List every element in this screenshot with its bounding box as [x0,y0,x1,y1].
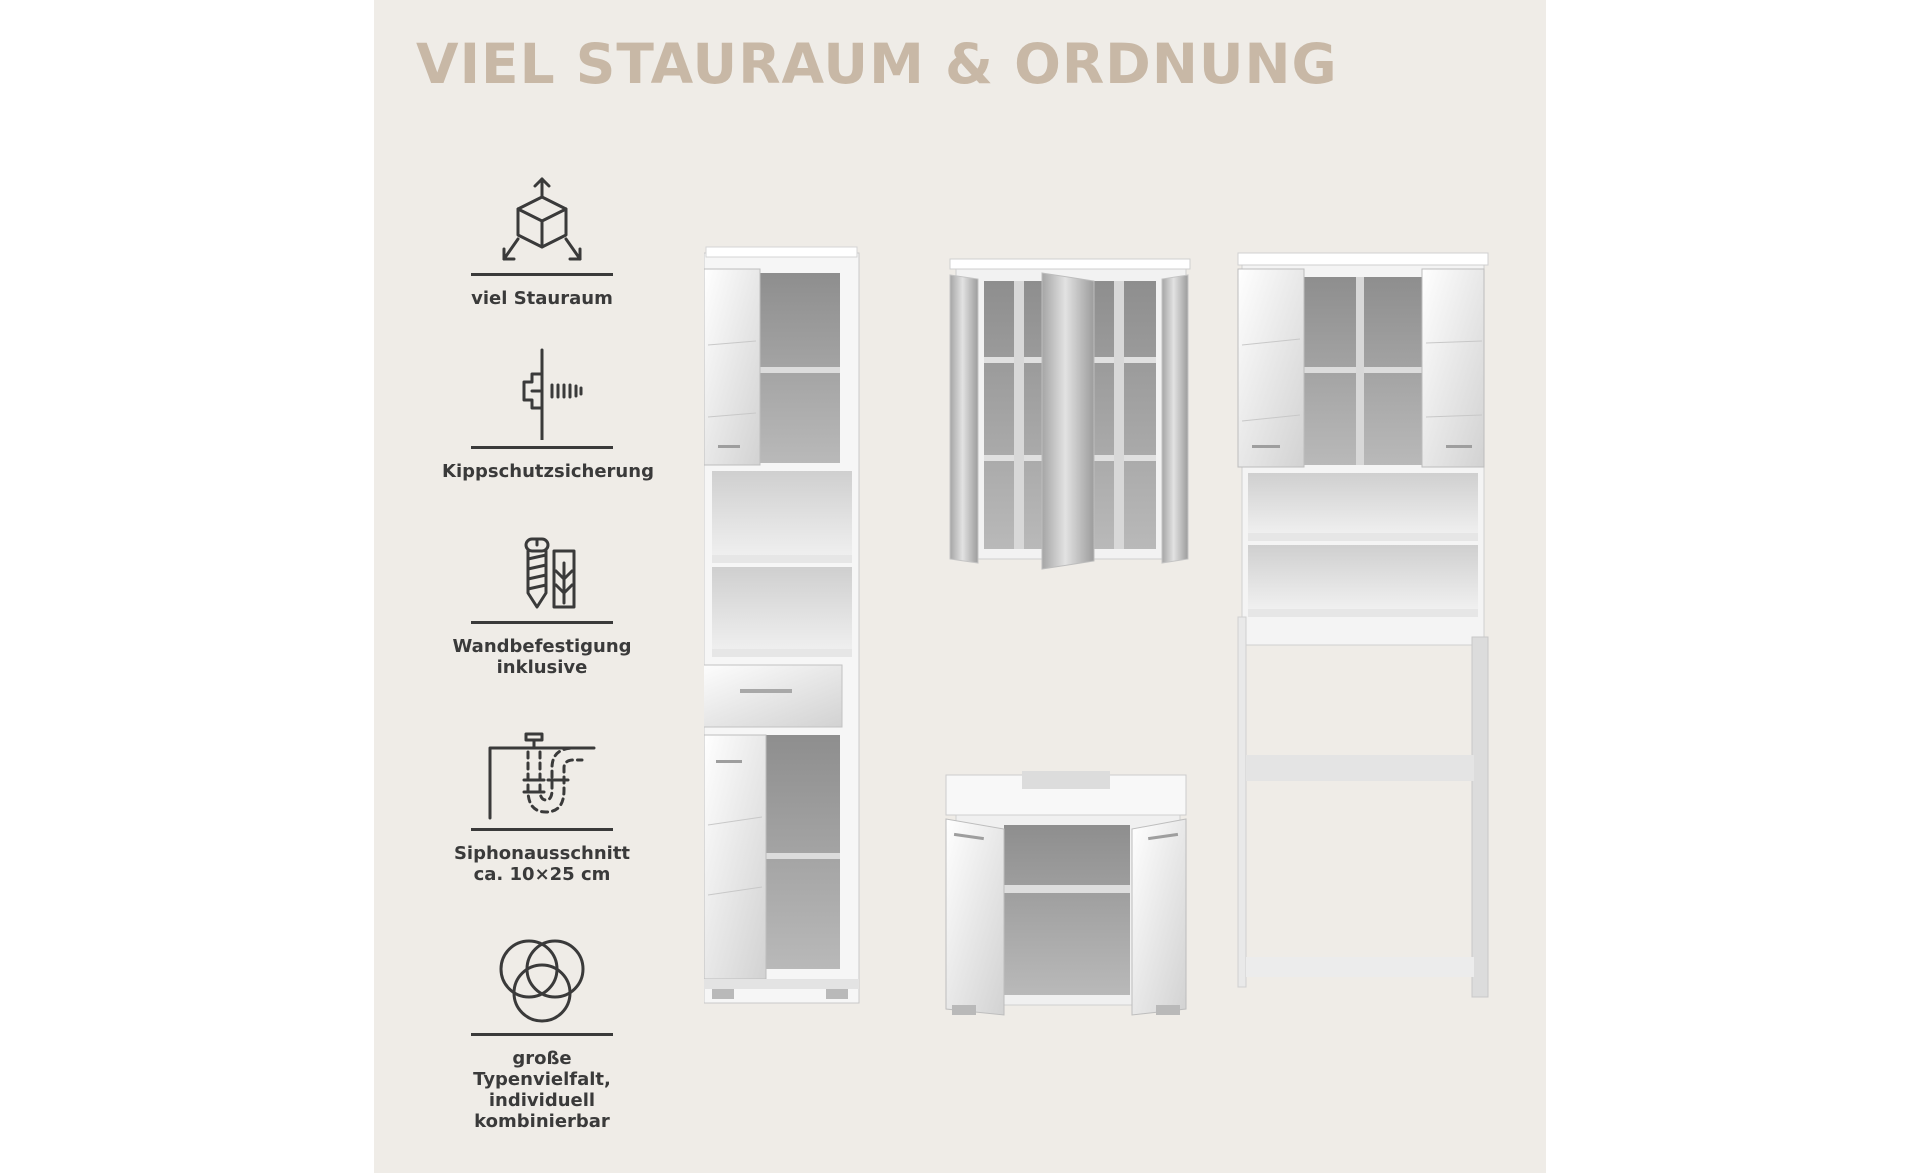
furniture-illustrations [704,245,1504,1025]
product-panel [374,0,1546,1173]
feature-label-line2: ca. 10×25 cm [473,864,611,885]
toilet-shelf [1238,253,1488,997]
feature-label-line1: große Typenvielfalt, [473,1048,611,1090]
page-title: VIEL STAURAUM & ORDNUNG [416,32,1338,96]
cube-arrows-icon [492,175,592,267]
feature-divider [471,273,613,276]
feature-divider [471,621,613,624]
siphon-icon [482,730,602,822]
feature-storage [442,175,642,309]
feature-label: viel Stauraum [471,288,613,309]
feature-wall-mounting [442,523,642,678]
feature-variety [442,935,642,1132]
tall-cabinet [704,247,859,1003]
feature-divider [471,828,613,831]
feature-label-line2: inklusive [496,657,588,678]
feature-label-line1: Siphonausschnitt [453,843,631,864]
vanity-base [946,771,1186,1015]
venn-circles-icon [492,935,592,1027]
feature-label: Kippschutzsicherung [442,461,654,482]
feature-label-line1: Wandbefestigung [452,636,632,657]
feature-label-line2: individuell kombinierbar [474,1090,610,1132]
feature-siphon-cutout [442,730,642,885]
feature-tip-protection [442,348,654,482]
wall-anchor-icon [492,348,592,440]
mirror-cabinet [950,259,1190,569]
feature-divider [471,446,613,449]
screw-dowel-icon [492,523,592,615]
feature-divider [471,1033,613,1036]
